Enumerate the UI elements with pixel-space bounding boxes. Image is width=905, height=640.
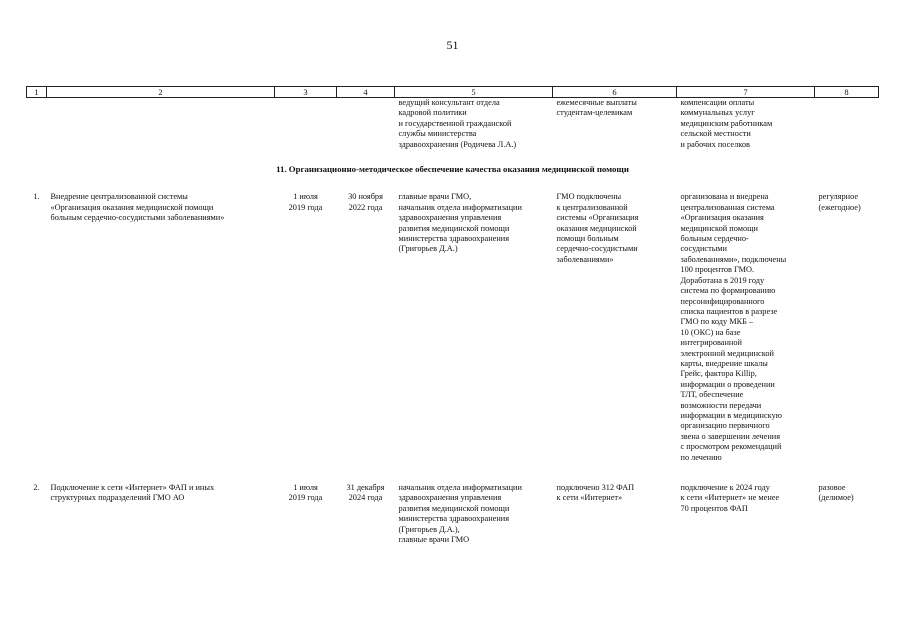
continuation-row: [27, 98, 879, 151]
column-number: 6: [553, 87, 677, 98]
indicator: организована и внедрена централизованная система «Организация оказания медицинской помощи больным сердечно- сосудистыми заболеваниями», подключены 100 процентов ГМО. Доработана в 2019 году система по формированию персонифицированного списка пациентов в разрезе ГМО по коду МКБ – 10 (ОКС) на базе интегрированной электронной медицинской карты, внедрение шкалы Грейс, фактора Killip, информации о проведении ТЛТ, обеспечение возможности передачи информации в медицинскую организацию первичного звена о завершении лечения с просмотром рекомендаций по лечению: [680, 192, 787, 462]
row-number: 2.: [33, 483, 40, 492]
measure-name: Подключение к сети «Интернет» ФАП и иных структурных подразделений ГМО АО: [50, 483, 215, 503]
column-number: 1: [27, 87, 47, 98]
start-date: 1 июля 2019 года: [288, 483, 323, 503]
expected-result: ГМО подключены к централизованной системы «Организация оказания медицинской помощи больным сердечно-сосудистыми заболеваниями»: [556, 192, 639, 264]
column-number: 8: [815, 87, 879, 98]
continuation-indicator: компенсации оплаты коммунальных услуг медицинским работникам сельской местности и рабочих поселков: [680, 98, 773, 149]
continuation-responsible: ведущий консультант отдела кадровой политики и государственной гражданской службы министерства здравоохранения (Родичева Л.А.): [398, 98, 517, 149]
column-number: 3: [275, 87, 337, 98]
row-number: 1.: [33, 192, 40, 202]
column-number: 4: [337, 87, 395, 98]
end-date: 31 декабря 2024 года: [346, 483, 385, 503]
page-number: 51: [446, 38, 459, 52]
measure-type: разовое (делимое): [818, 483, 854, 503]
column-number: 7: [677, 87, 815, 98]
responsible: начальник отдела информатизации здравоохранения управления развития медицинской помощи министерства здравоохранения (Григорьев Д.А.), главные врачи ГМО: [398, 483, 522, 545]
end-date: 30 ноября 2022 года: [348, 192, 383, 212]
column-number: 2: [47, 87, 275, 98]
column-number: 5: [395, 87, 553, 98]
measure-name: Внедрение централизованной системы «Организация оказания медицинской помощи больным сердечно-сосудистыми заболеваниями»: [50, 192, 225, 223]
continuation-result: ежемесячные выплаты студентам-целевикам: [556, 98, 637, 118]
plan-table: [26, 86, 879, 545]
column-number-row: [27, 87, 879, 98]
expected-result: подключено 312 ФАП к сети «Интернет»: [556, 483, 635, 503]
table-row: [27, 483, 879, 545]
start-date: 1 июля 2019 года: [288, 192, 323, 212]
responsible: главные врачи ГМО, начальник отдела информатизации здравоохранения управления развития медицинской помощи министерства здравоохранения (Григорьев Д.А.): [398, 192, 522, 254]
measure-type: регулярное (ежегодное): [818, 192, 861, 212]
indicator: подключение к 2024 году к сети «Интернет» не менее 70 процентов ФАП: [680, 483, 780, 513]
section-heading-row: [27, 150, 879, 192]
table-row: [27, 192, 879, 483]
section-title: 11. Организационно-методическое обеспечение качества оказания медицинской помощи: [276, 164, 629, 175]
